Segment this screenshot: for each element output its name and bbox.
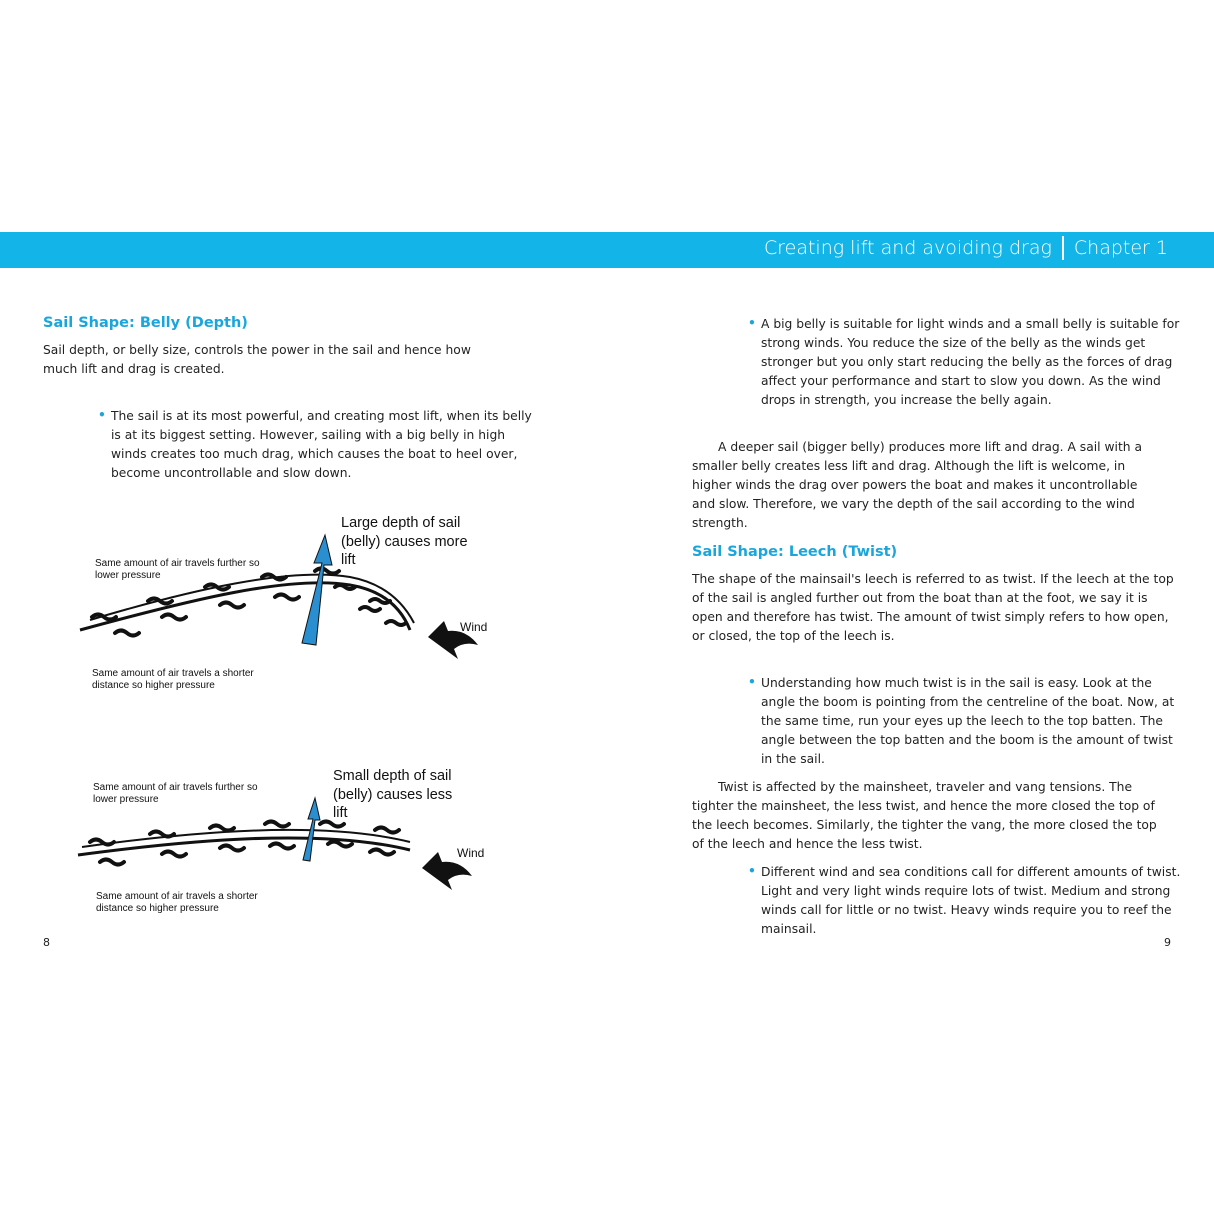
low-pressure-label-line-1: Same amount of air travels further so [93, 782, 258, 793]
wind-label: Wind [460, 620, 488, 634]
lift-label-line-2: (belly) causes more [341, 534, 468, 550]
leech-intro: The shape of the mainsail's leech is referred to as twist. If the leech at the top of the sail is angled further out from the boat than at the foot, we say it is open and therefore has twist. The amount of twist simply refers to how open, or closed, the top of the leech is. [692, 572, 1174, 643]
section-title: Creating lift and avoiding drag [763, 237, 1052, 259]
twist-bullet-text: Understanding how much twist is in the sail is easy. Look at the angle the boom is pointing from the centreline of the boat. Now, at the same time, run your eyes up the leech to the top batten. The angle between the top batten and the boom is the amount of twist in the sail. [761, 676, 1175, 766]
lift-label-line-1: Small depth of sail [333, 768, 452, 784]
belly-heading: Sail Shape: Belly (Depth) [43, 315, 248, 331]
deeper-sail-paragraph: A deeper sail (bigger belly) produces more lift and drag. A sail with a smaller belly creates less lift and drag. Although the lift is welcome, in higher winds the drag over powers the boat and makes it uncontrollable and slow. Therefore, we vary the depth of the sail according to the wind strength. [692, 440, 1143, 530]
twist-bullet [748, 674, 1175, 769]
page-number-left: 8 [43, 936, 50, 949]
lift-arrow [302, 535, 332, 645]
large-belly-diagram [70, 505, 510, 705]
belly-bullet-text: The sail is at its most powerful, and creating most lift, when its belly is at its biggest setting. However, sailing with a big belly in high winds creates too much drag, which causes the boat to heel over, become uncontrollable and slow down. [111, 409, 532, 480]
banner-title [764, 236, 1168, 260]
lift-label-line-3: lift [341, 552, 356, 568]
belly-size-bullet [748, 315, 1185, 410]
lift-label-line-2: (belly) causes less [333, 787, 453, 803]
wind-label: Wind [457, 846, 485, 860]
belly-bullet [98, 407, 533, 483]
high-pressure-label-line-2: distance so higher pressure [96, 903, 219, 914]
belly-size-bullet-text: A big belly is suitable for light winds and a small belly is suitable for strong winds. You reduce the size of the belly as the winds get stronger but you only start reducing the belly as the forces of drag affect your performance and start to slow you down. As the wind drops in strength, you increase the belly again. [761, 317, 1180, 407]
belly-intro: Sail depth, or belly size, controls the power in the sail and hence how much lift and drag is created. [43, 343, 471, 376]
small-belly-diagram [70, 760, 510, 920]
bullet-marker: • [98, 408, 106, 422]
high-pressure-label-line-1: Same amount of air travels a shorter [92, 668, 254, 679]
conditions-bullet-text: Different wind and sea conditions call for different amounts of twist. Light and very light winds require lots of twist. Medium and strong winds call for little or no twist. Heavy winds require you to reef the mainsail. [761, 865, 1181, 936]
page-number-right: 9 [1164, 936, 1171, 949]
lift-label-line-3: lift [333, 805, 348, 821]
conditions-bullet [748, 863, 1185, 939]
low-pressure-label-line-2: lower pressure [93, 794, 159, 805]
twist-paragraph: Twist is affected by the mainsheet, traveler and vang tensions. The tighter the mainsheet, the less twist, and hence the more closed the top of the leech becomes. Similarly, the tighter the vang, the more closed the top of the leech and hence the less twist. [692, 780, 1157, 851]
banner-divider [1062, 236, 1064, 260]
bullet-marker: • [748, 316, 756, 330]
high-pressure-label-line-2: distance so higher pressure [92, 680, 215, 691]
bullet-marker: • [748, 675, 756, 689]
chapter-label: Chapter 1 [1073, 237, 1168, 259]
bullet-marker: • [748, 864, 756, 878]
leech-heading: Sail Shape: Leech (Twist) [692, 544, 898, 560]
low-pressure-label-line-2: lower pressure [95, 570, 161, 581]
lower-airflow-arrows [100, 842, 394, 865]
chapter-banner [0, 232, 1214, 268]
low-pressure-label-line-1: Same amount of air travels further so [95, 558, 260, 569]
high-pressure-label-line-1: Same amount of air travels a shorter [96, 891, 258, 902]
lift-label-line-1: Large depth of sail [341, 515, 461, 531]
